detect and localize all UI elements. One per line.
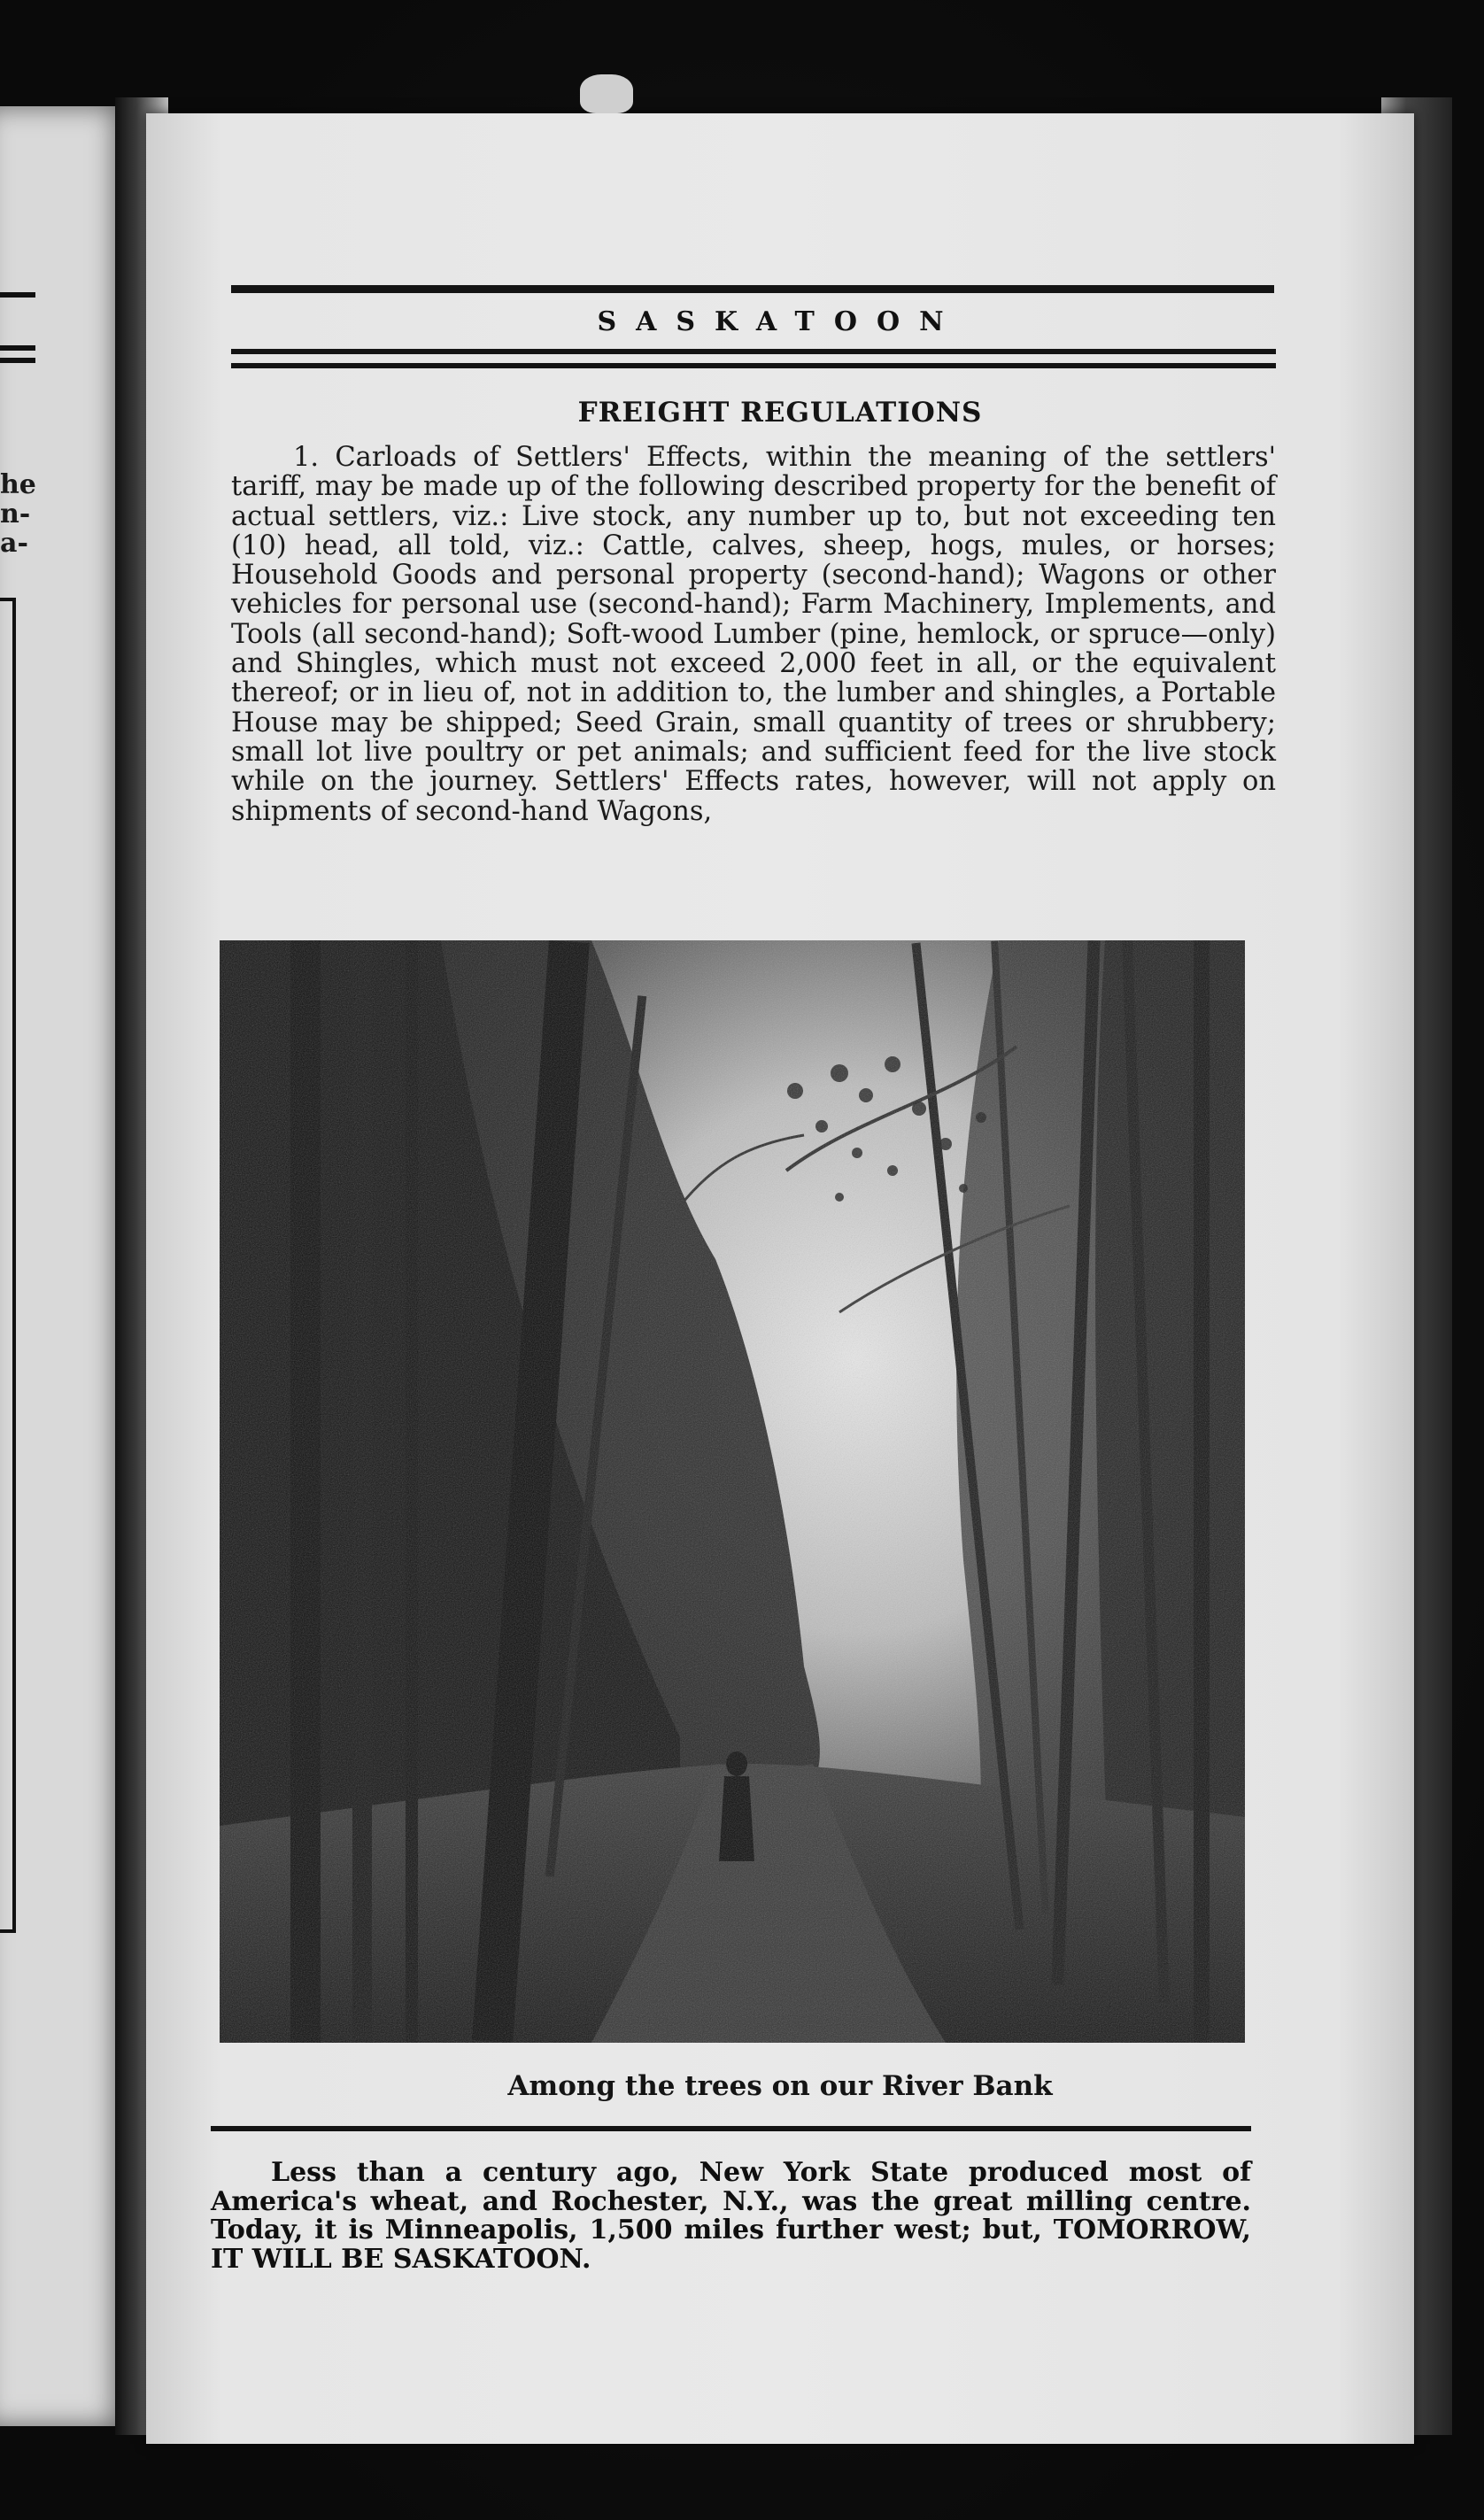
page-tab-mark [580, 74, 633, 113]
paragraph-text: Carloads of Settlers' Effects, within the meaning of the settlers' tariff, may be made up of the following described property for the benefit of actual settlers, viz.: Live stock, any number up to, but not exceeding ten (10) head, all told, viz.: Cattle, calves, sheep, hogs, mules, or horses; Household Goods and personal property (second-hand); Wagons or other vehicles for personal use (second-hand); Farm Machinery, Implements, and Tools (all second-hand); Soft-wood Lumber (pine, hemlock, or spruce—only) and Shingles, which must not exceed 2,000 feet in all, or the equivalent thereof; or in lieu of, not in addition to, the lumber and shingles, a Portable House may be shipped; Seed Grain, small quantity of trees or shrubbery; small lot live poultry or pet animals; and sufficient feed for the live stock while on the journey. Settlers' Effects rates, however, will not apply on shipments of second-hand Wagons, [231, 442, 1276, 827]
left-facing-page [0, 106, 131, 2426]
river-bank-photograph [220, 940, 1245, 2043]
left-page-rule [0, 358, 35, 363]
left-page-rule [0, 292, 35, 298]
closing-rule [211, 2126, 1251, 2131]
forest-path-image [220, 940, 1245, 2043]
closing-text: Less than a century ago, New York State produced most of America's wheat, and Rochester, N.Y., was the great milling centre. Today, it is Minneapolis, 1,500 miles further west; but, TOMORROW, IT WILL BE SASKATOON. [211, 2157, 1251, 2275]
closing-statement [211, 2159, 1251, 2274]
running-head: SASKATOON [597, 306, 963, 337]
book-page [146, 113, 1414, 2444]
photo-caption: Among the trees on our River Bank [507, 2070, 1053, 2102]
left-page-rule [0, 345, 35, 351]
top-rule [231, 285, 1274, 293]
left-page-fragment: he [0, 469, 36, 500]
left-page-fragment: n- [0, 499, 31, 530]
section-heading: FREIGHT REGULATIONS [577, 397, 983, 429]
left-page-fragment: a- [0, 528, 28, 559]
double-rule-lower [231, 363, 1276, 368]
double-rule-upper [231, 349, 1276, 354]
paragraph-number: 1. [293, 442, 320, 473]
left-page-photo-frame [0, 598, 16, 1933]
freight-regulations-paragraph [231, 443, 1276, 826]
